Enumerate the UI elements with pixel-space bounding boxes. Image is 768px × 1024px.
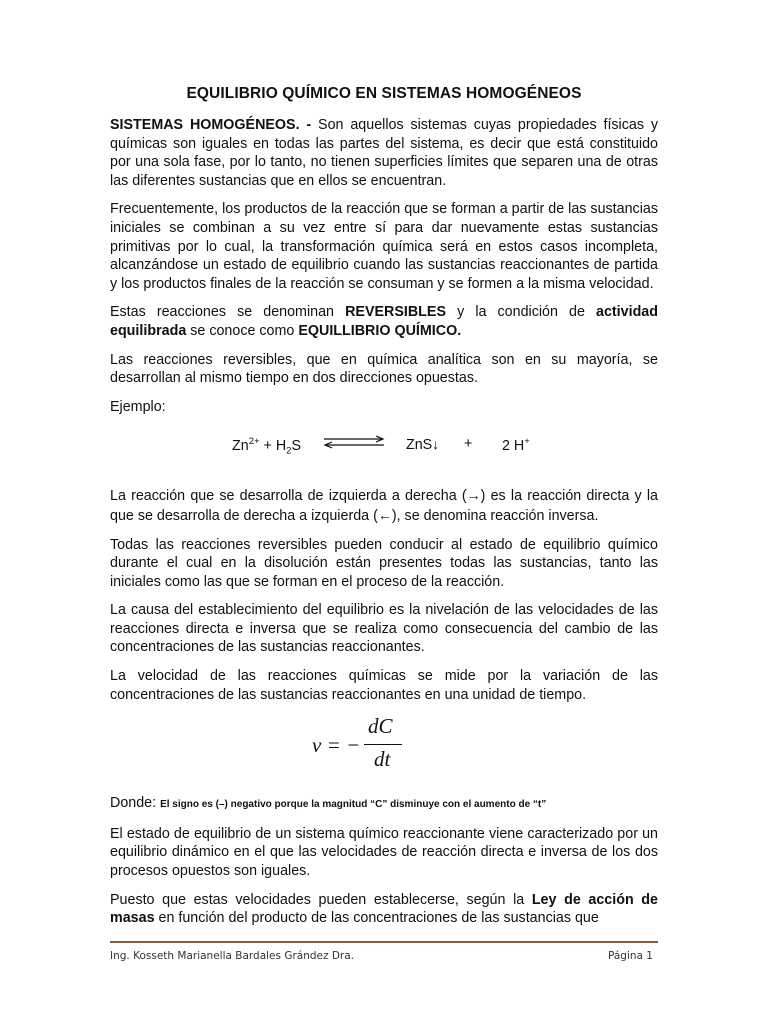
paragraph-definition [110, 116, 658, 190]
term-sistemas-homogeneos: SISTEMAS HOMOGÉNEOS. - [110, 117, 312, 133]
chemical-equation [110, 418, 658, 458]
term-actividad-equilibrada: actividad equilibrada [110, 304, 658, 339]
text-fragment: en función del producto de las concentraciones de las sustancias que [154, 910, 599, 927]
paragraph-velocidad: La velocidad de las reacciones químicas se mide por la variación de las concentraciones de las sustancias reaccionantes en una unidad de tiempo. [110, 668, 658, 703]
footer-page-number: Página 1 [608, 950, 653, 962]
paragraph-frecuentemente: Frecuentemente, los productos de la reacción que se forman a partir de las sustancias iniciales se combinan a su vez entre sí para dar nuevamente estas sustancias primitivas por lo cual, la transformación química será en estos casos incompleta, alcanzándose un estado de equilibrio cuando las sustancias reaccionantes de partida y los productos finales de la reacción se consuman y se formen a la misma velocidad. [110, 201, 658, 292]
fraction-bar [364, 744, 402, 745]
paragraph-reversibles [110, 303, 658, 340]
text-fragment: se conoce como [186, 322, 299, 339]
text-fragment: La reacción que se desarrolla de izquierda a derecha ( [110, 488, 467, 505]
paragraph-equilibrio-dinamico: El estado de equilibrio de un sistema químico reaccionante viene caracterizado por un equilibrio dinámico en el que las velocidades de reacción directa e inversa de los dos procesos opuestos son iguales. [110, 825, 658, 880]
paragraph-causa: La causa del establecimiento del equilibrio es la nivelación de las velocidades de las reacciones directa e inversa que se realiza como consecuencia del cambio de las concentraciones de las sustancias reaccionantes. [110, 602, 658, 656]
plus-sign: + [464, 436, 473, 453]
paragraph-direccion-reaccion [110, 486, 658, 525]
footer-rule [110, 941, 658, 943]
equilibrium-arrows-icon [322, 434, 386, 450]
formula-denominator: dt [374, 747, 391, 772]
paragraph-estado-equilibrio: Todas las reacciones reversibles pueden conducir al estado de equilibrio químico durante el cual en la disolución están presentes todas las sustancias, tanto las iniciales como las que se forman en el proceso de la reacción. [110, 536, 658, 590]
plus-h-symbol: + H [259, 438, 287, 455]
text-fragment: Puesto que estas velocidades pueden establecerse, según la [110, 891, 532, 908]
example-label: Ejemplo: [110, 398, 166, 415]
down-arrow-icon: ↓ [432, 436, 440, 453]
document-body [110, 84, 658, 938]
product-h-ion [502, 436, 530, 454]
sign-note: El signo es (–) negativo porque la magnitud “C” disminuye con el aumento de “t” [160, 799, 547, 811]
arrow-right-icon: → [466, 487, 481, 504]
h2-subscript: 2 [286, 445, 292, 457]
term-reversibles: REVERSIBLES [345, 304, 446, 321]
zns-symbol: ZnS [406, 437, 433, 454]
footer-author: Ing. Kosseth Marianella Bardales Grández Dra. [110, 950, 355, 962]
product-zns [406, 436, 439, 453]
formula-lhs: v = − [312, 733, 361, 758]
equation-reactants [232, 436, 301, 457]
document-title: EQUILIBRIO QUÍMICO EN SISTEMAS HOMOGÉNEOS [186, 85, 582, 102]
arrow-left-icon: ← [377, 506, 392, 523]
text-fragment: ), se denomina reacción inversa. [391, 507, 599, 524]
text-fragment: y la condición de [446, 304, 597, 321]
text-fragment: Estas reacciones se denominan [110, 304, 346, 321]
h-charge: + [524, 436, 530, 448]
donde-label: Donde: [110, 795, 161, 812]
paragraph-ley-accion-masas [110, 891, 658, 928]
term-ley-accion-masas: Ley de acción de masas [110, 891, 658, 927]
term-equilibrio-quimico: EQUILLIBRIO QUÍMICO. [298, 322, 462, 339]
velocity-formula [110, 714, 658, 776]
text-fragment: ) es la reacción directa y la que se desarrolla de derecha a izquierda ( [110, 488, 658, 524]
zn-symbol: Zn [232, 438, 249, 455]
definition-text: Son aquellos sistemas cuyas propiedades físicas y químicas son iguales en todas las partes del sistema, es decir que está constituido por una sola fase, por lo tanto, no tienen superficies límites que separen una de otras las diferentes sustancias que en ellos se encuentran. [110, 117, 658, 189]
paragraph-direcciones: Las reacciones reversibles, que en química analítica son en su mayoría, se desarrollan al mismo tiempo en dos direcciones opuestas. [110, 351, 658, 387]
paragraph-donde [110, 794, 658, 815]
h-symbol: 2 H [502, 438, 525, 455]
formula-numerator: dC [368, 714, 393, 739]
s-symbol: S [291, 438, 301, 455]
zn-charge: 2+ [248, 436, 260, 448]
